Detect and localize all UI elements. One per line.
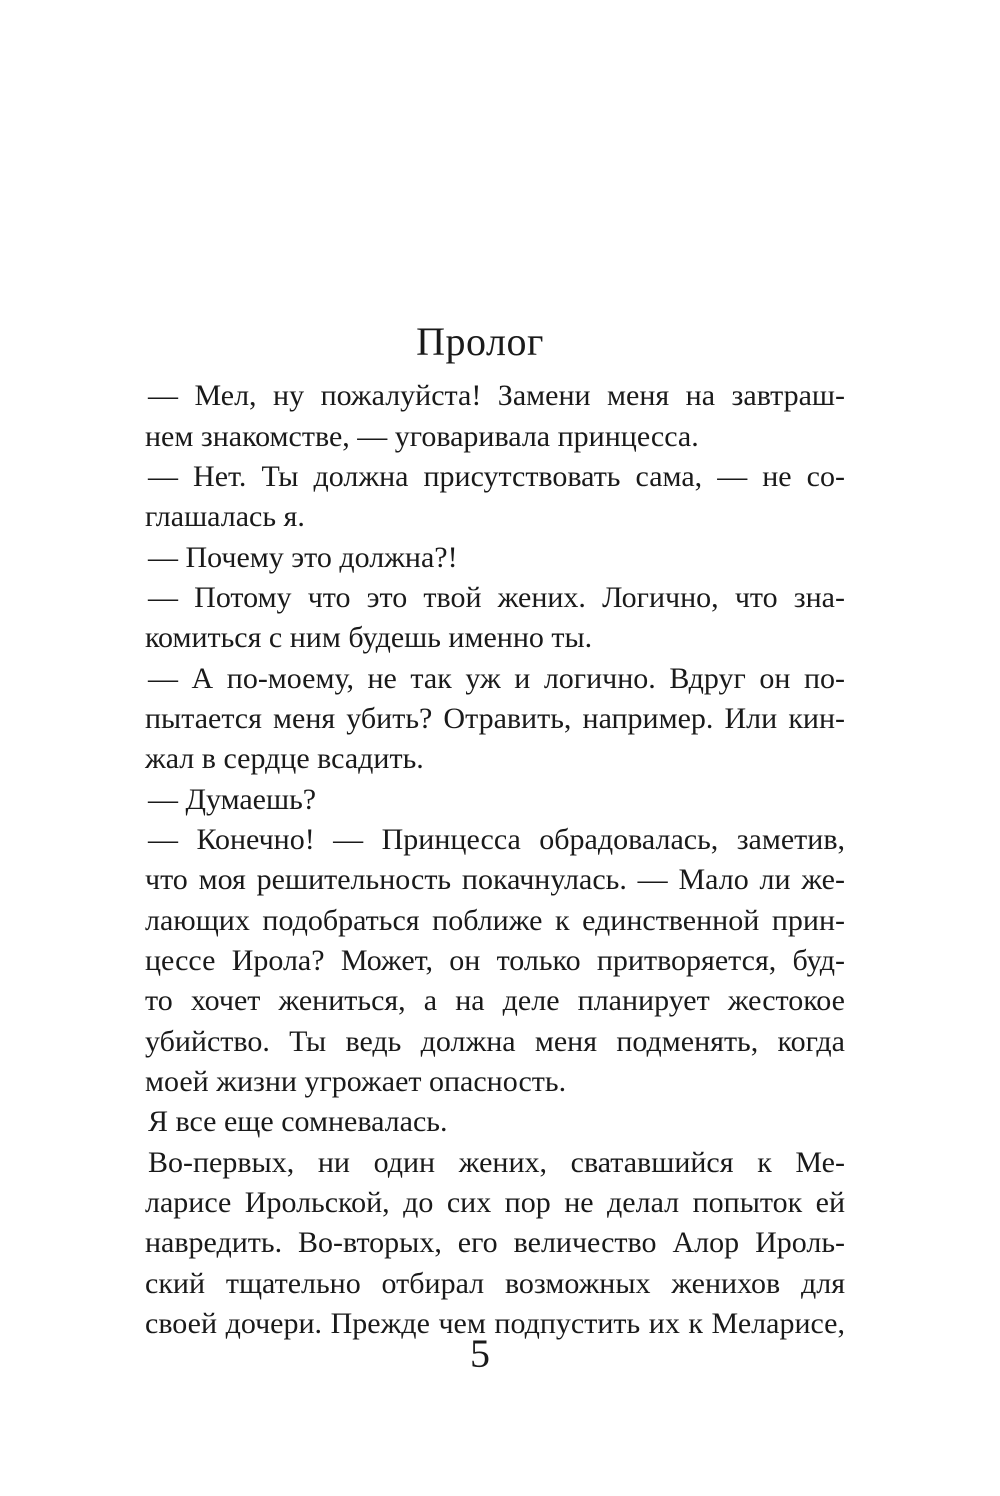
- chapter-title: Пролог: [416, 319, 544, 364]
- text-line: нем знакомстве, — уговаривала принцесса.: [145, 420, 699, 453]
- text-line: то хочет жениться, а на деле планирует жестокое: [145, 984, 845, 1017]
- text-line: пытается меня убить? Отравить, например. Или кин-: [145, 702, 845, 735]
- page-number: 5: [470, 1331, 490, 1376]
- text-line: комиться с ним будешь именно ты.: [145, 621, 593, 654]
- text-line: — Потому что это твой жених. Логично, что зна-: [148, 581, 845, 614]
- text-line: навредить. Во-вторых, его величество Алор Ироль-: [145, 1226, 845, 1259]
- book-page: [145, 0, 845, 1496]
- text-line: ский тщательно отбирал возможных женихов для: [145, 1267, 845, 1300]
- text-line: ларисе Ирольской, до сих пор не делал попыток ей: [145, 1186, 845, 1219]
- text-line: — Думаешь?: [148, 783, 317, 816]
- text-line: — А по-моему, не так уж и логично. Вдруг он по-: [148, 662, 845, 695]
- text-line: глашалась я.: [145, 500, 305, 533]
- text-line: Я все еще сомневалась.: [148, 1105, 448, 1138]
- text-line: своей дочери. Прежде чем подпустить их к Меларисе,: [145, 1307, 845, 1340]
- text-line: убийство. Ты ведь должна меня подменять, когда: [145, 1025, 845, 1058]
- text-line: жал в сердце всадить.: [145, 742, 424, 775]
- text-line: Во-первых, ни один жених, сватавшийся к Ме-: [148, 1146, 845, 1179]
- text-line: моей жизни угрожает опасность.: [145, 1065, 567, 1098]
- text-line: что моя решительность покачнулась. — Мало ли же-: [145, 863, 845, 896]
- text-line: — Мел, ну пожалуйста! Замени меня на завтраш-: [148, 379, 845, 412]
- text-line: — Почему это должна?!: [148, 541, 458, 574]
- text-line: лающих подобраться поближе к единственной прин-: [145, 904, 845, 937]
- text-line: — Конечно! — Принцесса обрадовалась, заметив,: [148, 823, 845, 856]
- text-line: — Нет. Ты должна присутствовать сама, — не со-: [148, 460, 845, 493]
- text-line: цессе Ирола? Может, он только притворяется, буд-: [145, 944, 845, 977]
